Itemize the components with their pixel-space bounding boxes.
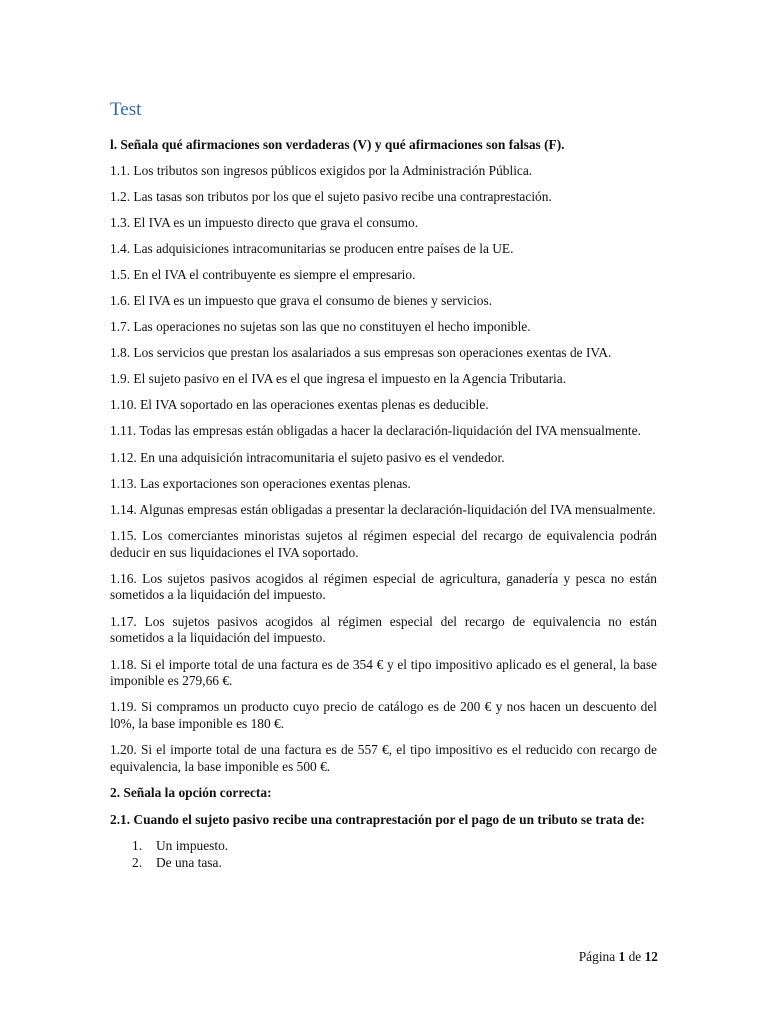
section-1-heading: l. Señala qué afirmaciones son verdaderas (V) y qué afirmaciones son falsas (F).: [110, 137, 565, 152]
option-text: De una tasa.: [156, 855, 222, 871]
footer-middle: de: [628, 949, 642, 964]
statement-1-17: 1.17. Los sujetos pasivos acogidos al régimen especial del recargo de equivalencia no están sometidos a la liquidación del impuesto.: [110, 613, 657, 646]
statement-1-3: 1.3. El IVA es un impuesto directo que grava el consumo.: [110, 215, 419, 231]
statement-1-6: 1.6. El IVA es un impuesto que grava el consumo de bienes y servicios.: [110, 293, 493, 309]
section-2-heading: 2. Señala la opción correcta:: [110, 785, 272, 801]
statement-1-19: 1.19. Si compramos un producto cuyo precio de catálogo es de 200 € y nos hacen un descuento del l0%, la base imponible es 180 €.: [110, 699, 657, 731]
statement-1-8: 1.8. Los servicios que prestan los asalariados a sus empresas son operaciones exentas de IVA.: [110, 345, 612, 361]
statement-1-14: 1.14. Algunas empresas están obligadas a presentar la declaración-liquidación del IVA mensualmente.: [110, 501, 656, 517]
statement-1-7: 1.7. Las operaciones no sujetas son las que no constituyen el hecho imponible.: [110, 319, 531, 335]
statement-1-16: 1.16. Los sujetos pasivos acogidos al régimen especial de agricultura, ganadería y pesca no están sometidos a la liquidación del impuesto.: [110, 571, 657, 603]
page-footer: [579, 948, 658, 966]
statement-1-10: 1.10. El IVA soportado en las operaciones exentas plenas es deducible.: [110, 397, 489, 413]
option-text: Un impuesto.: [156, 837, 229, 853]
statement-1-15: 1.15. Los comerciantes minoristas sujetos al régimen especial del recargo de equivalencia podrán deducir en sus liquidaciones el IVA soportado.: [110, 528, 657, 560]
statement-1-11: 1.11. Todas las empresas están obligadas a hacer la declaración-liquidación del IVA mensualmente.: [110, 423, 641, 439]
statement-1-18: 1.18. Si el importe total de una factura es de 354 € y el tipo impositivo aplicado es el general, la base imponible es 279,66 €.: [110, 656, 657, 689]
footer-prefix: Página: [578, 949, 616, 964]
statement-1-20: 1.20. Si el importe total de una factura es de 557 €, el tipo impositivo es el reducido con recargo de equivalencia, la base imponible es 500 €.: [110, 742, 657, 774]
statement-1-5: 1.5. En el IVA el contribuyente es siempre el empresario.: [110, 267, 416, 283]
statement-1-9: 1.9. El sujeto pasivo en el IVA es el que ingresa el impuesto en la Agencia Tributaria.: [110, 371, 567, 387]
statement-1-4: 1.4. Las adquisiciones intracomunitarias se producen entre países de la UE.: [110, 241, 514, 257]
option-number: 2.: [132, 855, 143, 871]
option-number: 1.: [132, 837, 143, 853]
option-1: [132, 838, 657, 854]
answer-options: [110, 838, 657, 872]
option-2: [132, 855, 657, 871]
document-page: [110, 98, 657, 873]
question-2-1: 2.1. Cuando el sujeto pasivo recibe una contraprestación por el pago de un tributo se trata de:: [110, 811, 645, 827]
footer-page-number: 1: [618, 949, 626, 964]
statement-1-13: 1.13. Las exportaciones son operaciones exentas plenas.: [110, 475, 411, 491]
page-title: Test: [110, 99, 142, 120]
footer-page-total: 12: [644, 949, 658, 964]
statement-1-2: 1.2. Las tasas son tributos por los que el sujeto pasivo recibe una contraprestación.: [110, 189, 552, 205]
statement-1-12: 1.12. En una adquisición intracomunitaria el sujeto pasivo es el vendedor.: [110, 449, 505, 465]
statement-1-1: 1.1. Los tributos son ingresos públicos exigidos por la Administración Pública.: [110, 163, 533, 179]
